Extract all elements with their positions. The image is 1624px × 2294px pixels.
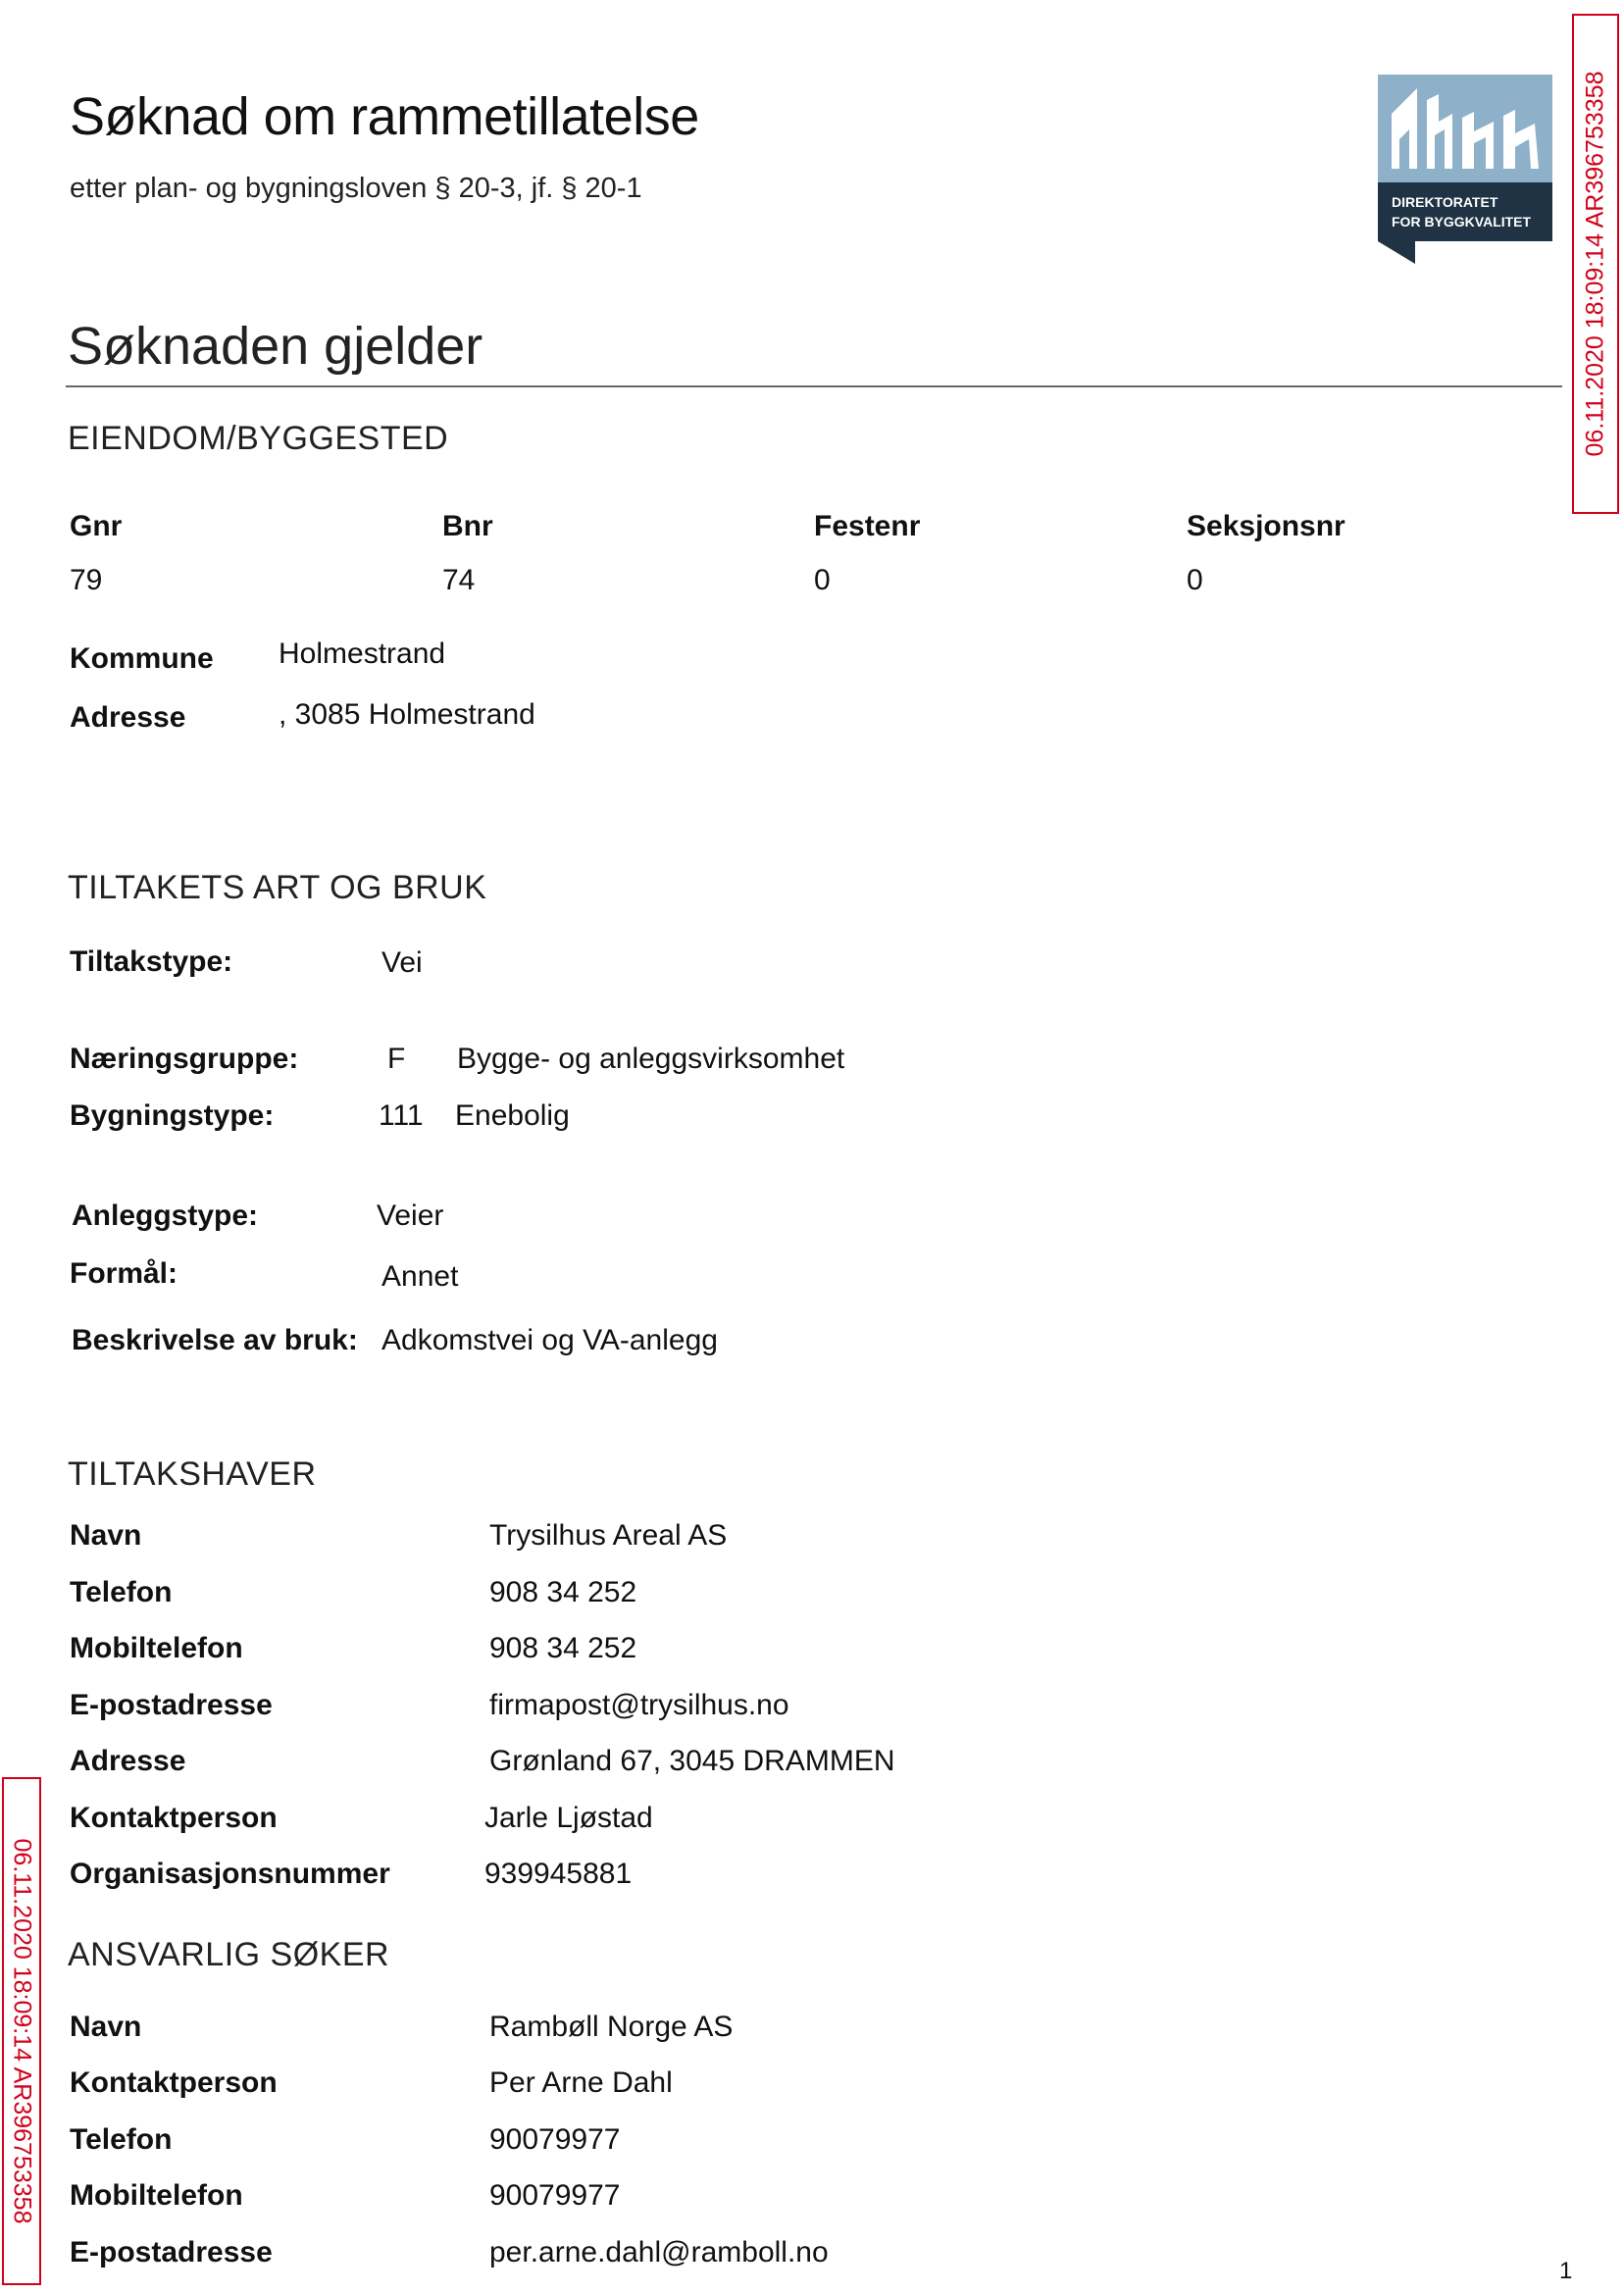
- beskrivelse-label: Beskrivelse av bruk:: [72, 1324, 358, 1356]
- timestamp-stamp-right: [1572, 14, 1619, 514]
- tiltak-heading: TILTAKETS ART OG BRUK: [68, 869, 487, 906]
- ansvarlig-epost-value: per.arne.dahl@ramboll.no: [489, 2236, 829, 2269]
- kommune-value: Holmestrand: [279, 637, 446, 670]
- tiltakshaver-kontakt-value: Jarle Ljøstad: [484, 1802, 653, 1834]
- seksjonsnr-value: 0: [1187, 564, 1203, 596]
- bygningstype-code: 111: [379, 1099, 424, 1132]
- tiltakshaver-heading: TILTAKSHAVER: [68, 1455, 317, 1493]
- document-subtitle: etter plan- og bygningsloven § 20-3, jf. § 20-1: [70, 173, 642, 204]
- seksjonsnr-label: Seksjonsnr: [1187, 510, 1345, 542]
- ansvarlig-mobil-value: 90079977: [489, 2179, 621, 2212]
- tiltakshaver-navn-label: Navn: [70, 1519, 142, 1552]
- tiltakshaver-orgnr-label: Organisasjonsnummer: [70, 1858, 390, 1890]
- gnr-value: 79: [70, 564, 103, 596]
- tiltakshaver-orgnr-value: 939945881: [484, 1858, 633, 1890]
- festenr-label: Festenr: [814, 510, 921, 542]
- tiltakshaver-kontakt-label: Kontaktperson: [70, 1802, 278, 1834]
- tiltakshaver-adresse-label: Adresse: [70, 1745, 186, 1777]
- ansvarlig-kontakt-value: Per Arne Dahl: [489, 2066, 673, 2099]
- stamp-text: 06.11.2020 18:09:14 AR396753358: [1581, 71, 1609, 457]
- anleggstype-label: Anleggstype:: [72, 1199, 259, 1232]
- formal-value: Annet: [381, 1260, 459, 1293]
- bnr-value: 74: [442, 564, 476, 596]
- formal-label: Formål:: [70, 1257, 178, 1290]
- ansvarlig-heading: ANSVARLIG SØKER: [68, 1936, 390, 1973]
- tiltakshaver-adresse-value: Grønland 67, 3045 DRAMMEN: [489, 1745, 895, 1777]
- anleggstype-value: Veier: [377, 1199, 444, 1232]
- tiltakstype-label: Tiltakstype:: [70, 945, 233, 978]
- eiendom-heading: EIENDOM/BYGGESTED: [68, 420, 449, 457]
- tiltakshaver-telefon-label: Telefon: [70, 1576, 173, 1608]
- naeringsgruppe-value: Bygge- og anleggsvirksomhet: [457, 1043, 845, 1075]
- tiltakshaver-epost-value: firmapost@trysilhus.no: [489, 1689, 789, 1721]
- tiltakshaver-telefon-value: 908 34 252: [489, 1576, 637, 1608]
- ansvarlig-kontakt-label: Kontaktperson: [70, 2066, 278, 2099]
- adresse-label: Adresse: [70, 701, 186, 734]
- building-logo-icon: [1378, 75, 1552, 264]
- ansvarlig-epost-label: E-postadresse: [70, 2236, 273, 2269]
- ansvarlig-navn-value: Rambøll Norge AS: [489, 2011, 734, 2043]
- svg-text:DIREKTORATET: DIREKTORATET: [1392, 194, 1498, 210]
- timestamp-stamp-left: [2, 1777, 41, 2285]
- naeringsgruppe-code: F: [387, 1043, 406, 1075]
- ansvarlig-telefon-value: 90079977: [489, 2123, 621, 2156]
- bnr-label: Bnr: [442, 510, 493, 542]
- naeringsgruppe-label: Næringsgruppe:: [70, 1043, 299, 1075]
- bygningstype-value: Enebolig: [455, 1099, 570, 1132]
- adresse-value: , 3085 Holmestrand: [279, 698, 535, 731]
- tiltakshaver-mobil-value: 908 34 252: [489, 1632, 637, 1664]
- section-divider: [66, 385, 1562, 387]
- page-number: 1: [1559, 2258, 1573, 2284]
- bygningstype-label: Bygningstype:: [70, 1099, 275, 1132]
- festenr-value: 0: [814, 564, 831, 596]
- stamp-text: 06.11.2020 18:09:14 AR396753358: [8, 1838, 36, 2224]
- ansvarlig-mobil-label: Mobiltelefon: [70, 2179, 243, 2212]
- tiltakshaver-mobil-label: Mobiltelefon: [70, 1632, 243, 1664]
- tiltakshaver-epost-label: E-postadresse: [70, 1689, 273, 1721]
- tiltakshaver-navn-value: Trysilhus Areal AS: [489, 1519, 728, 1552]
- section-title: Søknaden gjelder: [68, 317, 483, 376]
- ansvarlig-telefon-label: Telefon: [70, 2123, 173, 2156]
- kommune-label: Kommune: [70, 642, 214, 675]
- tiltakstype-value: Vei: [381, 946, 423, 979]
- gnr-label: Gnr: [70, 510, 123, 542]
- svg-text:FOR BYGGKVALITET: FOR BYGGKVALITET: [1392, 214, 1532, 229]
- beskrivelse-value: Adkomstvei og VA-anlegg: [381, 1324, 718, 1356]
- dibk-logo: [1378, 75, 1552, 264]
- ansvarlig-navn-label: Navn: [70, 2011, 142, 2043]
- document-title: Søknad om rammetillatelse: [70, 87, 699, 146]
